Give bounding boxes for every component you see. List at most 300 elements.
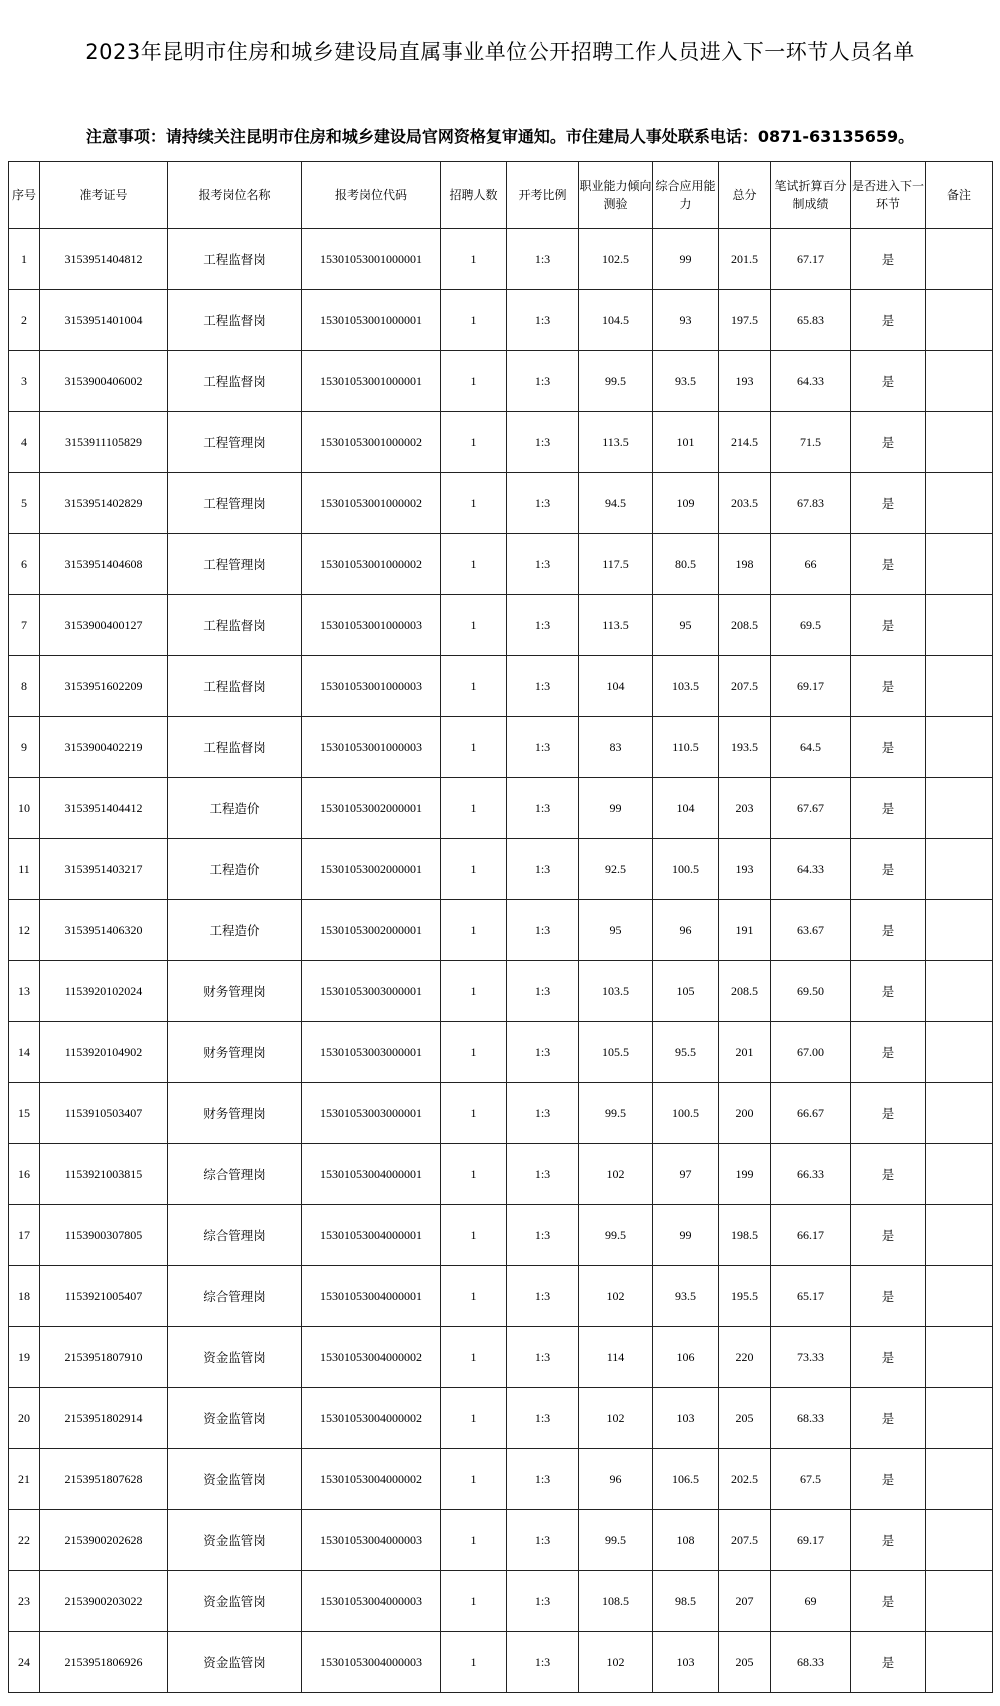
cell-position-name: 资金监管岗 xyxy=(168,1571,302,1632)
cell-applied-ability: 95.5 xyxy=(653,1022,719,1083)
cell-seq: 20 xyxy=(9,1388,40,1449)
cell-total: 202.5 xyxy=(719,1449,771,1510)
cell-percent-score: 64.33 xyxy=(771,351,851,412)
cell-exam-id: 2153900203022 xyxy=(40,1571,168,1632)
cell-remarks xyxy=(926,1205,993,1266)
cell-ratio: 1:3 xyxy=(507,595,579,656)
cell-aptitude-test: 108.5 xyxy=(579,1571,653,1632)
cell-hire-count: 1 xyxy=(441,290,507,351)
cell-seq: 15 xyxy=(9,1083,40,1144)
cell-hire-count: 1 xyxy=(441,229,507,290)
cell-position-code: 15301053004000002 xyxy=(302,1449,441,1510)
cell-percent-score: 64.5 xyxy=(771,717,851,778)
cell-ratio: 1:3 xyxy=(507,534,579,595)
cell-hire-count: 1 xyxy=(441,1205,507,1266)
cell-percent-score: 67.83 xyxy=(771,473,851,534)
header-applied-ability: 综合应用能力 xyxy=(653,162,719,229)
cell-hire-count: 1 xyxy=(441,961,507,1022)
cell-percent-score: 67.17 xyxy=(771,229,851,290)
cell-position-name: 工程管理岗 xyxy=(168,412,302,473)
cell-applied-ability: 103.5 xyxy=(653,656,719,717)
cell-ratio: 1:3 xyxy=(507,1083,579,1144)
cell-next-stage: 是 xyxy=(851,351,926,412)
cell-percent-score: 69.17 xyxy=(771,1510,851,1571)
cell-exam-id: 2153951802914 xyxy=(40,1388,168,1449)
cell-exam-id: 1153920104902 xyxy=(40,1022,168,1083)
cell-percent-score: 67.5 xyxy=(771,1449,851,1510)
cell-remarks xyxy=(926,534,993,595)
cell-position-name: 财务管理岗 xyxy=(168,961,302,1022)
table-row xyxy=(9,1388,993,1449)
cell-position-name: 工程监督岗 xyxy=(168,290,302,351)
cell-position-name: 工程监督岗 xyxy=(168,351,302,412)
cell-total: 214.5 xyxy=(719,412,771,473)
cell-position-code: 15301053001000003 xyxy=(302,656,441,717)
cell-ratio: 1:3 xyxy=(507,900,579,961)
table-row xyxy=(9,778,993,839)
cell-remarks xyxy=(926,1632,993,1693)
cell-seq: 14 xyxy=(9,1022,40,1083)
cell-aptitude-test: 103.5 xyxy=(579,961,653,1022)
cell-next-stage: 是 xyxy=(851,1205,926,1266)
cell-ratio: 1:3 xyxy=(507,1144,579,1205)
cell-next-stage: 是 xyxy=(851,1022,926,1083)
cell-position-name: 工程造价 xyxy=(168,839,302,900)
table-row xyxy=(9,351,993,412)
cell-percent-score: 69 xyxy=(771,1571,851,1632)
cell-next-stage: 是 xyxy=(851,778,926,839)
cell-percent-score: 65.83 xyxy=(771,290,851,351)
cell-position-name: 资金监管岗 xyxy=(168,1388,302,1449)
table-body xyxy=(9,229,993,1693)
cell-position-code: 15301053004000003 xyxy=(302,1571,441,1632)
cell-total: 195.5 xyxy=(719,1266,771,1327)
cell-seq: 13 xyxy=(9,961,40,1022)
cell-position-code: 15301053001000003 xyxy=(302,595,441,656)
cell-ratio: 1:3 xyxy=(507,351,579,412)
cell-exam-id: 3153911105829 xyxy=(40,412,168,473)
cell-aptitude-test: 104.5 xyxy=(579,290,653,351)
cell-exam-id: 1153921003815 xyxy=(40,1144,168,1205)
cell-seq: 9 xyxy=(9,717,40,778)
cell-applied-ability: 99 xyxy=(653,1205,719,1266)
cell-total: 199 xyxy=(719,1144,771,1205)
cell-position-name: 资金监管岗 xyxy=(168,1510,302,1571)
cell-ratio: 1:3 xyxy=(507,1022,579,1083)
cell-hire-count: 1 xyxy=(441,778,507,839)
cell-aptitude-test: 95 xyxy=(579,900,653,961)
table-row xyxy=(9,656,993,717)
cell-aptitude-test: 113.5 xyxy=(579,595,653,656)
header-percent-score: 笔试折算百分制成绩 xyxy=(771,162,851,229)
cell-ratio: 1:3 xyxy=(507,1327,579,1388)
table-row xyxy=(9,473,993,534)
cell-hire-count: 1 xyxy=(441,900,507,961)
cell-applied-ability: 100.5 xyxy=(653,839,719,900)
cell-position-code: 15301053001000001 xyxy=(302,351,441,412)
cell-exam-id: 1153920102024 xyxy=(40,961,168,1022)
table-row xyxy=(9,839,993,900)
cell-exam-id: 3153951403217 xyxy=(40,839,168,900)
cell-percent-score: 71.5 xyxy=(771,412,851,473)
cell-hire-count: 1 xyxy=(441,1327,507,1388)
cell-exam-id: 1153910503407 xyxy=(40,1083,168,1144)
cell-remarks xyxy=(926,1510,993,1571)
cell-hire-count: 1 xyxy=(441,839,507,900)
cell-position-code: 15301053001000002 xyxy=(302,412,441,473)
table-row xyxy=(9,290,993,351)
cell-exam-id: 3153951404812 xyxy=(40,229,168,290)
cell-total: 203.5 xyxy=(719,473,771,534)
table-row xyxy=(9,1510,993,1571)
table-row xyxy=(9,1144,993,1205)
cell-next-stage: 是 xyxy=(851,473,926,534)
cell-percent-score: 73.33 xyxy=(771,1327,851,1388)
cell-applied-ability: 93 xyxy=(653,290,719,351)
cell-position-code: 15301053001000002 xyxy=(302,473,441,534)
cell-position-code: 15301053003000001 xyxy=(302,961,441,1022)
cell-exam-id: 3153900406002 xyxy=(40,351,168,412)
cell-hire-count: 1 xyxy=(441,1449,507,1510)
cell-seq: 7 xyxy=(9,595,40,656)
cell-total: 207.5 xyxy=(719,1510,771,1571)
cell-aptitude-test: 102 xyxy=(579,1388,653,1449)
cell-hire-count: 1 xyxy=(441,595,507,656)
cell-remarks xyxy=(926,1571,993,1632)
cell-ratio: 1:3 xyxy=(507,717,579,778)
cell-remarks xyxy=(926,900,993,961)
cell-percent-score: 63.67 xyxy=(771,900,851,961)
cell-position-code: 15301053004000001 xyxy=(302,1266,441,1327)
cell-position-name: 工程监督岗 xyxy=(168,229,302,290)
cell-applied-ability: 95 xyxy=(653,595,719,656)
header-exam-id: 准考证号 xyxy=(40,162,168,229)
cell-seq: 21 xyxy=(9,1449,40,1510)
cell-seq: 16 xyxy=(9,1144,40,1205)
cell-applied-ability: 110.5 xyxy=(653,717,719,778)
cell-applied-ability: 106.5 xyxy=(653,1449,719,1510)
cell-next-stage: 是 xyxy=(851,900,926,961)
cell-position-code: 15301053004000003 xyxy=(302,1510,441,1571)
cell-total: 198 xyxy=(719,534,771,595)
cell-applied-ability: 109 xyxy=(653,473,719,534)
table-row xyxy=(9,1083,993,1144)
cell-next-stage: 是 xyxy=(851,1510,926,1571)
cell-next-stage: 是 xyxy=(851,229,926,290)
cell-remarks xyxy=(926,1022,993,1083)
table-row xyxy=(9,595,993,656)
cell-exam-id: 3153951404412 xyxy=(40,778,168,839)
cell-seq: 2 xyxy=(9,290,40,351)
cell-total: 201 xyxy=(719,1022,771,1083)
cell-percent-score: 69.17 xyxy=(771,656,851,717)
cell-percent-score: 65.17 xyxy=(771,1266,851,1327)
table-row xyxy=(9,534,993,595)
cell-position-name: 综合管理岗 xyxy=(168,1266,302,1327)
cell-next-stage: 是 xyxy=(851,1571,926,1632)
table-row xyxy=(9,717,993,778)
cell-total: 201.5 xyxy=(719,229,771,290)
cell-aptitude-test: 113.5 xyxy=(579,412,653,473)
cell-position-code: 15301053004000001 xyxy=(302,1205,441,1266)
cell-position-name: 资金监管岗 xyxy=(168,1449,302,1510)
cell-hire-count: 1 xyxy=(441,534,507,595)
table-row xyxy=(9,961,993,1022)
cell-total: 205 xyxy=(719,1632,771,1693)
cell-aptitude-test: 92.5 xyxy=(579,839,653,900)
document-title: 2023年昆明市住房和城乡建设局直属事业单位公开招聘工作人员进入下一环节人员名单 xyxy=(85,40,915,64)
cell-remarks xyxy=(926,229,993,290)
cell-percent-score: 68.33 xyxy=(771,1388,851,1449)
cell-ratio: 1:3 xyxy=(507,1510,579,1571)
cell-remarks xyxy=(926,351,993,412)
cell-exam-id: 3153951404608 xyxy=(40,534,168,595)
cell-ratio: 1:3 xyxy=(507,1449,579,1510)
cell-aptitude-test: 114 xyxy=(579,1327,653,1388)
cell-position-name: 综合管理岗 xyxy=(168,1205,302,1266)
cell-aptitude-test: 94.5 xyxy=(579,473,653,534)
cell-aptitude-test: 102 xyxy=(579,1144,653,1205)
cell-seq: 17 xyxy=(9,1205,40,1266)
cell-exam-id: 3153951401004 xyxy=(40,290,168,351)
cell-total: 220 xyxy=(719,1327,771,1388)
cell-position-code: 15301053004000002 xyxy=(302,1327,441,1388)
cell-remarks xyxy=(926,1083,993,1144)
cell-remarks xyxy=(926,1388,993,1449)
cell-percent-score: 66.33 xyxy=(771,1144,851,1205)
table-row xyxy=(9,229,993,290)
cell-position-name: 工程监督岗 xyxy=(168,595,302,656)
cell-total: 200 xyxy=(719,1083,771,1144)
cell-position-code: 15301053001000002 xyxy=(302,534,441,595)
table-row xyxy=(9,1266,993,1327)
cell-remarks xyxy=(926,1449,993,1510)
cell-percent-score: 66 xyxy=(771,534,851,595)
cell-position-name: 工程造价 xyxy=(168,900,302,961)
table-row xyxy=(9,900,993,961)
cell-seq: 22 xyxy=(9,1510,40,1571)
header-hire-count: 招聘人数 xyxy=(441,162,507,229)
cell-seq: 23 xyxy=(9,1571,40,1632)
cell-aptitude-test: 102 xyxy=(579,1266,653,1327)
cell-position-code: 15301053002000001 xyxy=(302,778,441,839)
cell-position-name: 综合管理岗 xyxy=(168,1144,302,1205)
cell-ratio: 1:3 xyxy=(507,961,579,1022)
cell-hire-count: 1 xyxy=(441,1388,507,1449)
cell-aptitude-test: 117.5 xyxy=(579,534,653,595)
cell-exam-id: 3153951406320 xyxy=(40,900,168,961)
cell-percent-score: 64.33 xyxy=(771,839,851,900)
cell-applied-ability: 105 xyxy=(653,961,719,1022)
cell-remarks xyxy=(926,961,993,1022)
cell-remarks xyxy=(926,595,993,656)
cell-applied-ability: 108 xyxy=(653,1510,719,1571)
cell-next-stage: 是 xyxy=(851,595,926,656)
table-row xyxy=(9,1449,993,1510)
cell-exam-id: 1153921005407 xyxy=(40,1266,168,1327)
cell-ratio: 1:3 xyxy=(507,1632,579,1693)
cell-hire-count: 1 xyxy=(441,1510,507,1571)
table-row xyxy=(9,412,993,473)
cell-seq: 11 xyxy=(9,839,40,900)
cell-position-name: 资金监管岗 xyxy=(168,1327,302,1388)
cell-ratio: 1:3 xyxy=(507,1266,579,1327)
cell-remarks xyxy=(926,717,993,778)
table-header-row xyxy=(9,162,993,229)
header-position-name: 报考岗位名称 xyxy=(168,162,302,229)
cell-next-stage: 是 xyxy=(851,1144,926,1205)
table-row xyxy=(9,1571,993,1632)
cell-hire-count: 1 xyxy=(441,1144,507,1205)
cell-position-code: 15301053004000001 xyxy=(302,1144,441,1205)
table-row xyxy=(9,1205,993,1266)
cell-position-code: 15301053001000003 xyxy=(302,717,441,778)
cell-percent-score: 67.67 xyxy=(771,778,851,839)
cell-applied-ability: 106 xyxy=(653,1327,719,1388)
cell-applied-ability: 97 xyxy=(653,1144,719,1205)
cell-next-stage: 是 xyxy=(851,412,926,473)
cell-aptitude-test: 99.5 xyxy=(579,351,653,412)
cell-total: 208.5 xyxy=(719,961,771,1022)
cell-next-stage: 是 xyxy=(851,1266,926,1327)
cell-applied-ability: 93.5 xyxy=(653,351,719,412)
header-seq: 序号 xyxy=(9,162,40,229)
cell-ratio: 1:3 xyxy=(507,290,579,351)
cell-percent-score: 68.33 xyxy=(771,1632,851,1693)
candidate-table xyxy=(8,161,993,1693)
table-row xyxy=(9,1327,993,1388)
cell-seq: 12 xyxy=(9,900,40,961)
cell-applied-ability: 80.5 xyxy=(653,534,719,595)
header-aptitude-test: 职业能力倾向测验 xyxy=(579,162,653,229)
cell-aptitude-test: 102 xyxy=(579,1632,653,1693)
cell-total: 197.5 xyxy=(719,290,771,351)
cell-remarks xyxy=(926,778,993,839)
cell-hire-count: 1 xyxy=(441,473,507,534)
cell-applied-ability: 104 xyxy=(653,778,719,839)
header-ratio: 开考比例 xyxy=(507,162,579,229)
table-row xyxy=(9,1632,993,1693)
cell-seq: 8 xyxy=(9,656,40,717)
cell-next-stage: 是 xyxy=(851,1449,926,1510)
cell-exam-id: 2153951807910 xyxy=(40,1327,168,1388)
cell-seq: 18 xyxy=(9,1266,40,1327)
cell-aptitude-test: 99.5 xyxy=(579,1205,653,1266)
cell-remarks xyxy=(926,473,993,534)
cell-exam-id: 3153951602209 xyxy=(40,656,168,717)
cell-seq: 10 xyxy=(9,778,40,839)
cell-remarks xyxy=(926,839,993,900)
cell-next-stage: 是 xyxy=(851,717,926,778)
cell-aptitude-test: 83 xyxy=(579,717,653,778)
cell-applied-ability: 103 xyxy=(653,1388,719,1449)
cell-exam-id: 3153900402219 xyxy=(40,717,168,778)
cell-next-stage: 是 xyxy=(851,1327,926,1388)
cell-aptitude-test: 99 xyxy=(579,778,653,839)
cell-applied-ability: 93.5 xyxy=(653,1266,719,1327)
header-position-code: 报考岗位代码 xyxy=(302,162,441,229)
cell-exam-id: 2153900202628 xyxy=(40,1510,168,1571)
cell-percent-score: 66.17 xyxy=(771,1205,851,1266)
cell-total: 203 xyxy=(719,778,771,839)
cell-aptitude-test: 99.5 xyxy=(579,1510,653,1571)
cell-next-stage: 是 xyxy=(851,1388,926,1449)
cell-aptitude-test: 105.5 xyxy=(579,1022,653,1083)
cell-percent-score: 66.67 xyxy=(771,1083,851,1144)
cell-exam-id: 3153900400127 xyxy=(40,595,168,656)
cell-total: 205 xyxy=(719,1388,771,1449)
cell-position-code: 15301053002000001 xyxy=(302,900,441,961)
cell-seq: 3 xyxy=(9,351,40,412)
cell-position-code: 15301053004000003 xyxy=(302,1632,441,1693)
cell-total: 198.5 xyxy=(719,1205,771,1266)
cell-position-name: 资金监管岗 xyxy=(168,1632,302,1693)
cell-exam-id: 3153951402829 xyxy=(40,473,168,534)
cell-next-stage: 是 xyxy=(851,839,926,900)
cell-seq: 6 xyxy=(9,534,40,595)
cell-position-code: 15301053003000001 xyxy=(302,1083,441,1144)
cell-total: 207 xyxy=(719,1571,771,1632)
cell-ratio: 1:3 xyxy=(507,1205,579,1266)
cell-applied-ability: 99 xyxy=(653,229,719,290)
cell-hire-count: 1 xyxy=(441,717,507,778)
cell-percent-score: 69.5 xyxy=(771,595,851,656)
cell-position-name: 工程造价 xyxy=(168,778,302,839)
cell-hire-count: 1 xyxy=(441,1266,507,1327)
cell-remarks xyxy=(926,290,993,351)
cell-next-stage: 是 xyxy=(851,1632,926,1693)
cell-next-stage: 是 xyxy=(851,290,926,351)
cell-hire-count: 1 xyxy=(441,1083,507,1144)
cell-seq: 4 xyxy=(9,412,40,473)
cell-ratio: 1:3 xyxy=(507,1388,579,1449)
cell-hire-count: 1 xyxy=(441,1022,507,1083)
cell-next-stage: 是 xyxy=(851,961,926,1022)
cell-total: 193.5 xyxy=(719,717,771,778)
cell-position-name: 财务管理岗 xyxy=(168,1022,302,1083)
header-total: 总分 xyxy=(719,162,771,229)
cell-aptitude-test: 102.5 xyxy=(579,229,653,290)
cell-percent-score: 69.50 xyxy=(771,961,851,1022)
cell-next-stage: 是 xyxy=(851,534,926,595)
cell-total: 193 xyxy=(719,351,771,412)
cell-position-name: 财务管理岗 xyxy=(168,1083,302,1144)
cell-applied-ability: 103 xyxy=(653,1632,719,1693)
cell-position-code: 15301053004000002 xyxy=(302,1388,441,1449)
cell-applied-ability: 98.5 xyxy=(653,1571,719,1632)
cell-ratio: 1:3 xyxy=(507,839,579,900)
cell-position-code: 15301053001000001 xyxy=(302,229,441,290)
cell-position-name: 工程管理岗 xyxy=(168,473,302,534)
cell-aptitude-test: 99.5 xyxy=(579,1083,653,1144)
cell-exam-id: 2153951807628 xyxy=(40,1449,168,1510)
cell-position-name: 工程管理岗 xyxy=(168,534,302,595)
cell-hire-count: 1 xyxy=(441,412,507,473)
cell-remarks xyxy=(926,1266,993,1327)
cell-position-code: 15301053002000001 xyxy=(302,839,441,900)
cell-ratio: 1:3 xyxy=(507,229,579,290)
cell-aptitude-test: 104 xyxy=(579,656,653,717)
cell-seq: 1 xyxy=(9,229,40,290)
cell-ratio: 1:3 xyxy=(507,778,579,839)
cell-hire-count: 1 xyxy=(441,1632,507,1693)
cell-next-stage: 是 xyxy=(851,656,926,717)
cell-aptitude-test: 96 xyxy=(579,1449,653,1510)
cell-ratio: 1:3 xyxy=(507,412,579,473)
cell-remarks xyxy=(926,656,993,717)
cell-remarks xyxy=(926,1144,993,1205)
header-remarks: 备注 xyxy=(926,162,993,229)
